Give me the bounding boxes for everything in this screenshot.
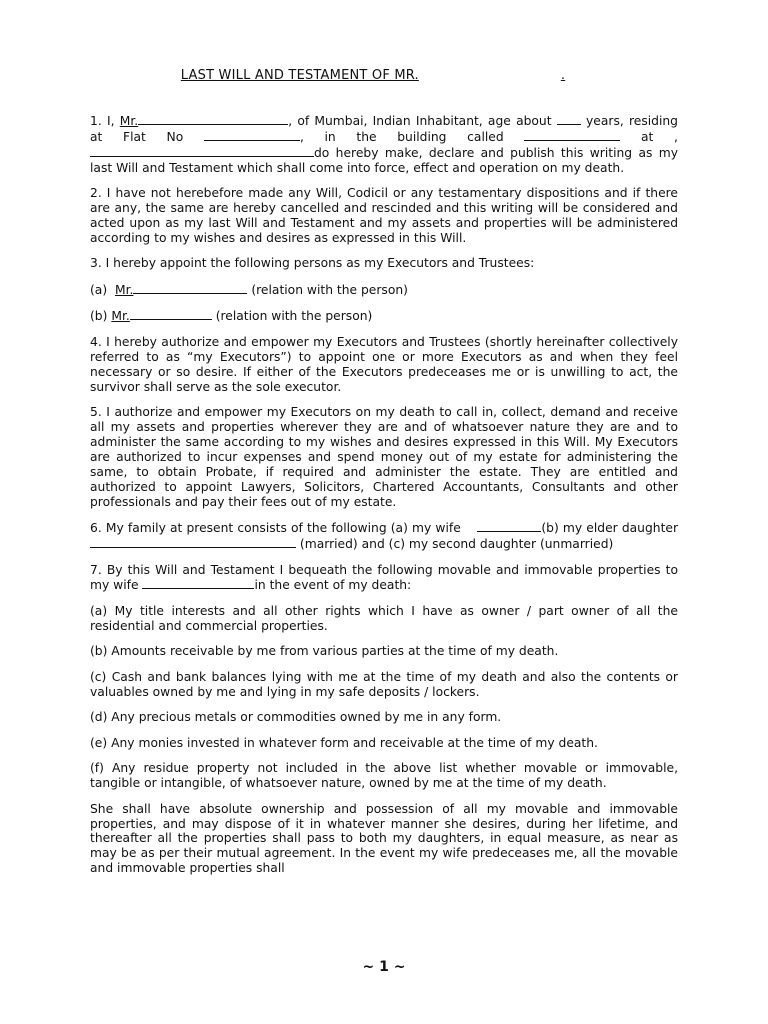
clause-3b: (b) Mr. (relation with the person) [90,309,373,324]
title-end: . [560,68,566,83]
clause-4: 4. I hereby authorize and empower my Executors and Trustees (shortly hereinafter collectively referred to as “my Executors”) to appoint one or more Executors as and when they feel necessary or so desire. If either of the Executors predeceases me or is unwilling to act, the survivor shall serve as the sole executor. [90,334,678,394]
elder-daughter-blank [90,536,296,548]
address-blank [90,145,314,157]
flat-no-blank [204,129,300,141]
document-title [90,68,678,83]
executor-1-blank [133,282,247,294]
clause-3a: (a) Mr. (relation with the person) [90,282,408,297]
title-end-blank [565,68,587,79]
title-text: LAST WILL AND TESTAMENT OF MR. [180,68,419,83]
bequest-item-e: (e) Any monies invested in whatever form and receivable at the time of my death. [90,735,598,750]
clause-6: 6. My family at present consists of the following (a) my wife (b) my elder daughter (married) and (c) my second daughter (unmarried) [90,521,679,551]
clause-1: 1. I, Mr. , of Mumbai, Indian Inhabitant, age about years, residing at Flat No , in the building called at ,do hereby make, declare and publish this writing as my last Will and Testament which shall come into force, effect and operation on my death. [90,114,678,175]
page-number: ~ 1 ~ [362,959,406,975]
bequest-item-c: (c) Cash and bank balances lying with me at the time of my death and also the contents or valuables owned by me and lying in my safe deposits / lockers. [90,669,678,699]
wife-name-blank-2 [142,577,254,589]
bequest-item-a: (a) My title interests and all other rights which I have as owner / part owner of all the residential and commercial properties. [90,603,678,633]
building-blank [524,129,620,141]
wife-name-blank [477,520,541,532]
clause-3: 3. I hereby appoint the following persons as my Executors and Trustees: [90,256,535,271]
testator-mr: Mr. [119,114,139,128]
age-blank [557,113,581,125]
bequest-item-d: (d) Any precious metals or commodities owned by me in any form. [90,710,502,725]
clause-5: 5. I authorize and empower my Executors on my death to call in, collect, demand and receive all my assets and properties wherever they are and of whatsoever nature they are and to administer the same according to my wishes and desires expressed in this Will. My Executors are authorized to incur expenses and spend money out of my estate for administering the same, to obtain Probate, if required and administer the estate. They are entitled and authorized to appoint Lawyers, Solicitors, Chartered Accountants, Consultants and other professionals and pay their fees out of my estate. [90,405,678,509]
testator-name-blank [138,113,288,125]
final-paragraph: She shall have absolute ownership and possession of all my movable and immovable properties, and may dispose of it in whatever manner she desires, during her lifetime, and thereafter all the properties shall pass to both my daughters, in equal measure, as near as may be as per their mutual agreement. In the event my wife predeceases me, all the movable and immovable properties shall [90,801,678,876]
bequest-item-f: (f) Any residue property not included in the above list whether movable or immovable, tangible or intangible, of whatsoever nature, owned by me at the time of my death. [90,761,678,791]
clause-7: 7. By this Will and Testament I bequeath the following movable and immovable properties to my wife in the event of my death: [90,562,678,593]
clause-2: 2. I have not herebefore made any Will, Codicil or any testamentary dispositions and if there are any, the same are hereby cancelled and rescinded and this writing will be considered and acted upon as my last Will and Testament and my assets and properties will be administered according to my wishes and desires as expressed in this Will. [90,186,678,245]
bequest-item-b: (b) Amounts receivable by me from various parties at the time of my death. [90,644,559,659]
title-name-blank [419,68,561,79]
executor-2-blank [130,308,212,320]
